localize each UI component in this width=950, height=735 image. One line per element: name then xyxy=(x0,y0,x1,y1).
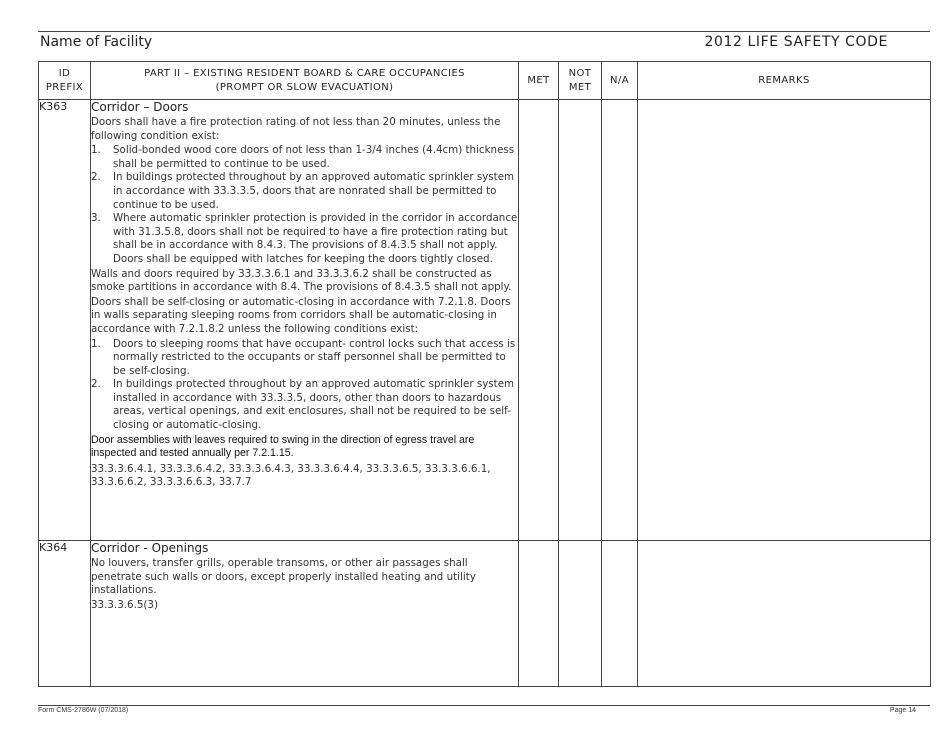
part-header xyxy=(91,62,519,100)
na-cell[interactable] xyxy=(602,100,638,541)
table-row xyxy=(39,541,931,687)
list-text: Doors to sleeping rooms that have occupant- control locks such that access is normally restricted to the occupants or staff personnel shall be permitted to be self-closing. xyxy=(113,337,516,377)
list-text: In buildings protected throughout by an approved automatic sprinkler system installed in accordance with 33.3.3.5, doors, other than doors to hazardous areas, vertical openings, and exit enclosures, shall not be required to be self-closing or automatic-closing. xyxy=(113,378,515,432)
intro-text: Doors shall have a fire protection rating of not less than 20 minutes, unless the following condition exist: xyxy=(91,116,501,142)
form-number: Form CMS-2786W (07/2018) xyxy=(38,707,129,714)
not-met-header-line2: MET xyxy=(568,81,592,93)
page-number: Page 14 xyxy=(889,707,916,714)
facility-name-label: Name of Facility xyxy=(40,34,153,50)
list-item xyxy=(91,378,518,432)
met-header: MET xyxy=(519,62,559,100)
list-number: 1. xyxy=(91,337,101,350)
row-id: K364 xyxy=(39,541,91,687)
met-cell[interactable] xyxy=(519,541,559,687)
item-title: Corridor - Openings xyxy=(91,541,209,555)
list-text: In buildings protected throughout by an approved automatic sprinkler system in accordance with 33.3.3.5, doors that are nonrated shall be permitted to continue to be used. xyxy=(113,171,515,211)
survey-table xyxy=(38,61,931,687)
not-met-cell[interactable] xyxy=(559,541,602,687)
reference-list: 33.3.3.6.5(3) xyxy=(91,598,158,611)
na-header: N/A xyxy=(602,62,638,100)
reference-list: 33.3.3.6.4.1, 33.3.3.6.4.2, 33.3.3.6.4.3, 33.3.3.6.4.4, 33.3.3.6.5, 33.3.3.6.6.1, 33.3.6.6.2, 33.3.3.6.6.3, 33.7.7 xyxy=(91,462,491,489)
code-title: 2012 LIFE SAFETY CODE xyxy=(704,34,888,50)
not-met-header xyxy=(559,62,602,100)
id-prefix-header xyxy=(39,62,91,100)
table-row xyxy=(39,100,931,541)
header-rule xyxy=(38,31,930,32)
list-item xyxy=(91,171,518,212)
list-text: Solid-bonded wood core doors of not less than 1-3/4 inches (4.4cm) thickness shall be permitted to continue to be used. xyxy=(113,144,515,170)
list-item xyxy=(91,212,518,266)
na-cell[interactable] xyxy=(602,541,638,687)
list-number: 1. xyxy=(91,144,101,157)
list-number: 3. xyxy=(91,212,101,225)
exception-list xyxy=(91,144,518,266)
list-text: Where automatic sprinkler protection is provided in the corridor in accordance with 31.3.5.8, doors shall not be required to have a fire protection rating but shall be in accordance with 8.4.3. The provisions of 8.4.3.5 shall not apply. Doors shall be equipped with latches for keeping the doors tightly closed. xyxy=(113,212,518,265)
walls-text: Walls and doors required by 33.3.3.6.1 and 33.3.3.6.2 shall be constructed as smoke partitions in accordance with 8.4. The provisions of 8.4.3.5 shall not apply. xyxy=(91,267,512,294)
met-cell[interactable] xyxy=(519,100,559,541)
self-closing-text: Doors shall be self-closing or automatic-closing in accordance with 7.2.1.8. Doors in walls separating sleeping rooms from corridors shall be automatic-closing in accordance with 7.2.1.8.2 unless the following conditions exist: xyxy=(91,295,511,335)
list-item xyxy=(91,144,518,171)
row-id: K363 xyxy=(39,100,91,541)
list-number: 2. xyxy=(91,171,101,184)
part-header-line1: PART II – EXISTING RESIDENT BOARD & CARE OCCUPANCIES xyxy=(144,67,465,79)
remarks-cell[interactable] xyxy=(638,541,931,687)
id-header-line2: PREFIX xyxy=(45,81,84,93)
condition-list xyxy=(91,338,518,433)
id-header-line1: ID xyxy=(58,67,71,79)
footer-rule xyxy=(38,705,930,706)
not-met-cell[interactable] xyxy=(559,100,602,541)
list-number: 2. xyxy=(91,378,101,391)
remarks-cell[interactable] xyxy=(638,100,931,541)
row-content xyxy=(91,541,519,687)
part-header-line2: (PROMPT OR SLOW EVACUATION) xyxy=(215,81,394,93)
body-text: No louvers, transfer grills, operable transoms, or other air passages shall penetrate such walls or doors, except properly installed heating and utility installations. xyxy=(91,557,476,597)
table-header-row xyxy=(39,62,931,100)
row-content xyxy=(91,100,519,541)
list-item xyxy=(91,338,518,379)
not-met-header-line1: NOT xyxy=(568,67,592,79)
item-title: Corridor – Doors xyxy=(91,100,189,114)
remarks-header: REMARKS xyxy=(638,62,931,100)
egress-text: Door assemblies with leaves required to swing in the direction of egress travel are inspected and tested annually per 7.2.1.15. xyxy=(91,433,475,460)
